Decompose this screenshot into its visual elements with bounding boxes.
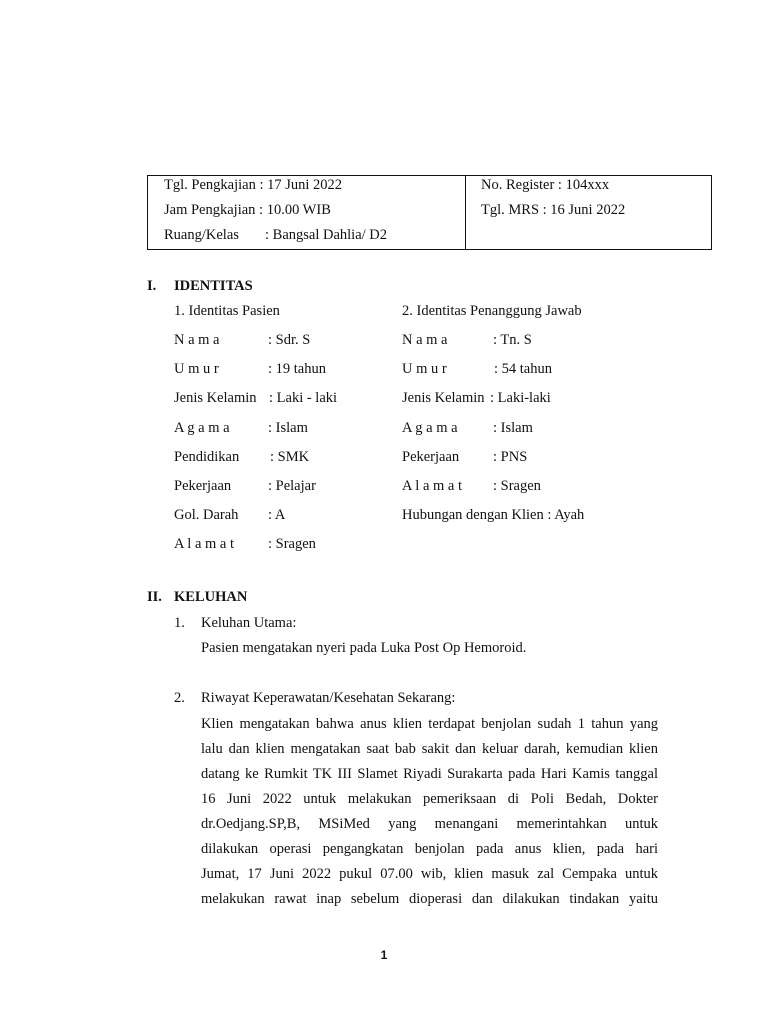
- identitas-pasien-heading: 1. Identitas Pasien: [174, 303, 280, 319]
- no-register: No. Register : 104xxx: [481, 177, 610, 193]
- keluhan-item-1-number: 1.: [174, 615, 185, 631]
- keluhan-item-2-line: lalu dan klien mengatakan saat bab sakit dan keluar darah, kemudian klien: [201, 741, 658, 757]
- pasien-jenis-kelamin-value: : Laki - laki: [269, 390, 338, 406]
- keluhan-item-2-heading: Riwayat Keperawatan/Kesehatan Sekarang:: [201, 690, 456, 706]
- penanggung-nama-value: : Tn. S: [493, 332, 532, 348]
- keluhan-item-2-line: 16 Juni 2022 untuk melakukan pemeriksaan di Poli Bedah, Dokter: [201, 791, 658, 807]
- pasien-nama-label: N a m a: [174, 332, 220, 348]
- penanggung-hubungan: Hubungan dengan Klien : Ayah: [402, 507, 585, 523]
- section-ii-numeral: II.: [147, 589, 162, 605]
- section-i-title: IDENTITAS: [174, 278, 253, 294]
- pasien-gol-darah-value: : A: [268, 507, 286, 523]
- pasien-pekerjaan-value: : Pelajar: [268, 478, 316, 494]
- pasien-pendidikan-value: : SMK: [270, 449, 310, 465]
- pasien-gol-darah-label: Gol. Darah: [174, 507, 239, 523]
- ruang-label: Ruang/Kelas: [164, 227, 239, 243]
- keluhan-item-2-line: Jumat, 17 Juni 2022 pukul 07.00 wib, klien masuk zal Cempaka untuk: [201, 866, 658, 882]
- penanggung-umur-value: : 54 tahun: [494, 361, 552, 377]
- pasien-agama-label: A g a m a: [174, 420, 230, 436]
- pasien-jenis-kelamin-label: Jenis Kelamin: [174, 390, 257, 406]
- pasien-pekerjaan-label: Pekerjaan: [174, 478, 232, 494]
- pasien-umur-label: U m u r: [174, 361, 219, 377]
- penanggung-jenis-kelamin-label: Jenis Kelamin: [402, 390, 485, 406]
- keluhan-item-1-text: Pasien mengatakan nyeri pada Luka Post Op Hemoroid.: [201, 640, 527, 656]
- ruang-value: : Bangsal Dahlia/ D2: [265, 227, 388, 243]
- identitas-penanggung-heading: 2. Identitas Penanggung Jawab: [402, 303, 582, 319]
- keluhan-item-2-line: dilakukan operasi pengangkatan benjolan pada anus klien, pada hari: [201, 841, 658, 857]
- tgl-mrs: Tgl. MRS : 16 Juni 2022: [481, 202, 626, 218]
- keluhan-item-2-number: 2.: [174, 690, 185, 706]
- keluhan-item-1-heading: Keluhan Utama:: [201, 615, 297, 631]
- pasien-alamat-label: A l a m a t: [174, 536, 235, 552]
- section-ii-title: KELUHAN: [174, 589, 248, 605]
- pasien-pendidikan-label: Pendidikan: [174, 449, 240, 465]
- penanggung-pekerjaan-label: Pekerjaan: [402, 449, 460, 465]
- header-divider: [465, 175, 466, 250]
- penanggung-alamat-label: A l a m a t: [402, 478, 463, 494]
- penanggung-umur-label: U m u r: [402, 361, 447, 377]
- penanggung-agama-value: : Islam: [493, 420, 533, 436]
- penanggung-agama-label: A g a m a: [402, 420, 458, 436]
- keluhan-item-2-line: dr.Oedjang.SP,B, MSiMed yang menangani memerintahkan untuk: [201, 816, 658, 832]
- pasien-agama-value: : Islam: [268, 420, 308, 436]
- penanggung-pekerjaan-value: : PNS: [493, 449, 528, 465]
- section-i-numeral: I.: [147, 278, 157, 294]
- penanggung-nama-label: N a m a: [402, 332, 448, 348]
- penanggung-alamat-value: : Sragen: [493, 478, 541, 494]
- keluhan-item-2-line: melakukan rawat inap sebelum dioperasi dan dilakukan tindakan yaitu: [201, 891, 658, 907]
- keluhan-item-2-line: datang ke Rumkit TK III Slamet Riyadi Surakarta pada Hari Kamis tanggal: [201, 766, 658, 782]
- penanggung-jenis-kelamin-value: : Laki-laki: [490, 390, 551, 406]
- keluhan-item-2-line: Klien mengatakan bahwa anus klien terdapat benjolan sudah 1 tahun yang: [201, 716, 658, 732]
- page-number: 1: [380, 948, 388, 962]
- pasien-nama-value: : Sdr. S: [268, 332, 311, 348]
- pasien-alamat-value: : Sragen: [268, 536, 316, 552]
- tgl-pengkajian: Tgl. Pengkajian : 17 Juni 2022: [164, 177, 343, 193]
- jam-pengkajian: Jam Pengkajian : 10.00 WIB: [164, 202, 331, 218]
- pasien-umur-value: : 19 tahun: [268, 361, 326, 377]
